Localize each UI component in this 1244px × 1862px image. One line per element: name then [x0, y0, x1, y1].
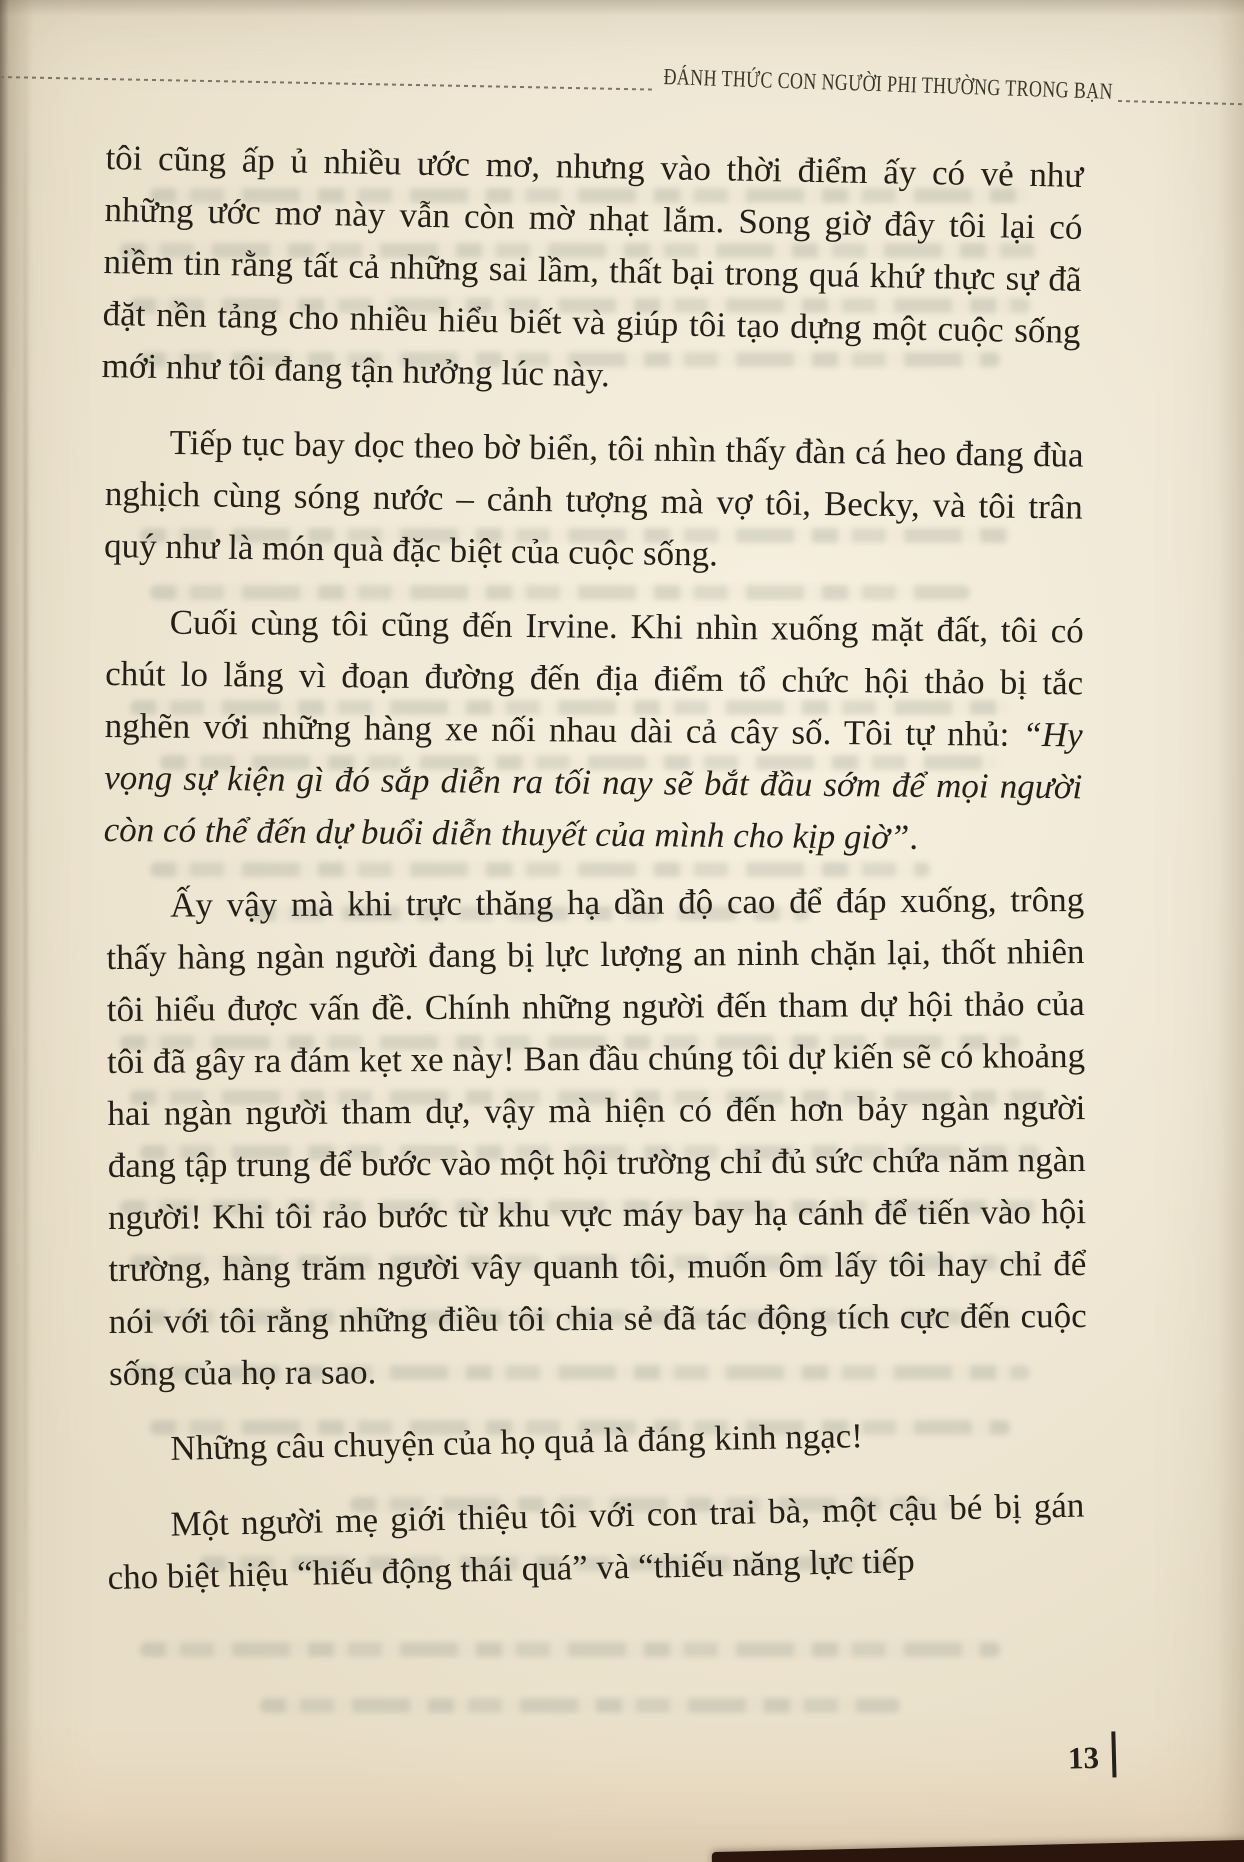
paragraph: tôi cũng ấp ủ nhiều ước mơ, nhưng vào thời điểm ấy có vẻ như những ước mơ này vẫn còn mờ nhạt lắm. Song giờ đây tôi lại có niềm tin rằng tất cả những sai lầm, thất bại trong quá khứ thực sự đã đặt nền tảng cho nhiều hiểu biết và giúp tôi tạo dựng một cuộc sống mới như tôi đang tận hưởng lúc này. — [101, 137, 1084, 395]
page-body — [101, 132, 1087, 1628]
page-number: 13 — [1067, 1739, 1100, 1776]
paragraph: Ấy vậy mà khi trực thăng hạ dần độ cao để đáp xuống, trông thấy hàng ngàn người đang bị lực lượng an ninh chặn lại, thốt nhiên tôi hiểu được vấn đề. Chính những người đến tham dự hội thảo của tôi đã gây ra đám kẹt xe này! Ban đầu chúng tôi dự kiến sẽ có khoảng hai ngàn người tham dự, vậy mà hiện có đến hơn bảy ngàn người đang tập trung để bước vào một hội trường chỉ đủ sức chứa năm ngàn người! Khi tôi rảo bước từ khu vực máy bay hạ cánh để tiến vào hội trường, hàng trăm người vây quanh tôi, muốn ôm lấy tôi hay chỉ để nói với tôi rằng những điều tôi chia sẻ đã tác động tích cực đến cuộc sống của họ ra sao. — [106, 880, 1087, 1393]
running-header: ĐÁNH THỨC CON NGƯỜI PHI THƯỜNG TRONG BẠN — [663, 64, 1114, 104]
paragraph: Tiếp tục bay dọc theo bờ biển, tôi nhìn thấy đàn cá heo đang đùa nghịch cùng sóng nước – cảnh tượng mà vợ tôi, Becky, và tôi trân quý như là món quà đặc biệt của cuộc sống. — [103, 422, 1084, 574]
header-rule-right — [1118, 100, 1244, 105]
page-number-rule — [1111, 1731, 1116, 1777]
paragraph — [104, 596, 1084, 865]
paragraph: Một người mẹ giới thiệu tôi với con trai bà, một cậu bé bị gán cho biệt hiệu “hiếu động thái quá” và “thiếu năng lực tiếp — [107, 1485, 1085, 1597]
bleedthrough-texture — [260, 1698, 900, 1713]
bleedthrough-texture — [140, 1642, 1000, 1657]
header-rule-left — [0, 76, 652, 91]
page-footer — [1067, 1737, 1116, 1778]
inner-monologue-quote: “Hy vọng sự kiện gì đó sắp diễn ra tối nay sẽ bắt đầu sớm để mọi người còn có thể đến dự buổi diễn thuyết của mình cho kịp giờ” — [103, 714, 1083, 857]
paragraph: Những câu chuyện của họ quả là đáng kinh ngạc! — [170, 1416, 864, 1468]
paragraph-tail: . — [909, 817, 919, 857]
paragraph-lead: Cuối cùng tôi cũng đến Irvine. Khi nhìn xuống mặt đất, tôi có chút lo lắng vì đoạn đường đến địa điểm tổ chức hội thảo bị tắc nghẽn với những hàng xe nối nhau dài cả cây số. Tôi tự nhủ: — [104, 602, 1084, 754]
